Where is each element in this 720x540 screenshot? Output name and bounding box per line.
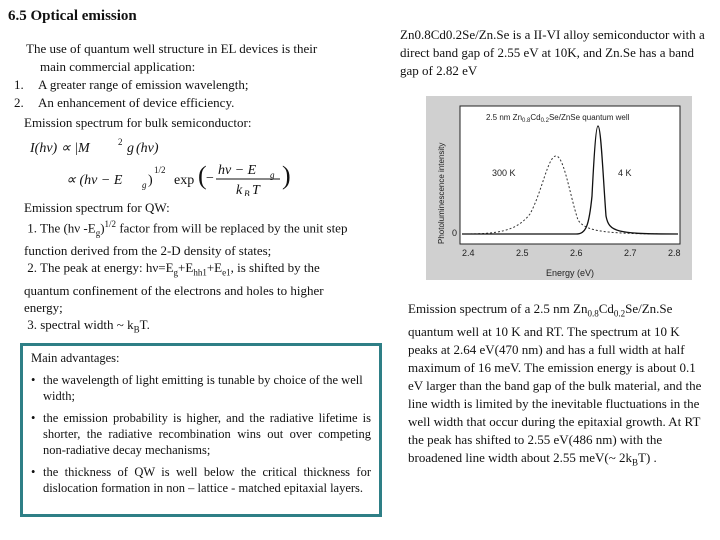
x-axis-label: Energy (eV) [546, 268, 595, 278]
equation-denominator-t: T [252, 183, 260, 196]
advantages-box [20, 343, 382, 517]
qw-point-2-sub1: g [173, 267, 179, 278]
advantage-item [31, 410, 371, 458]
qw-point-1-sub: g [95, 227, 101, 238]
advantage-item [31, 464, 371, 496]
qw-point-3-a: 3. spectral width ~ k [27, 316, 134, 332]
qw-point-1-b: ) [100, 220, 105, 236]
qw-point-1 [24, 216, 354, 259]
y-axis-label: Photoluminescence intensity [437, 142, 446, 244]
x-tick-label: 2.7 [624, 248, 637, 258]
equation-g: g [127, 141, 134, 156]
caption-sub1: 0.8 [587, 308, 599, 319]
equation-sub-g: g [142, 180, 147, 190]
equation-bracket-left: ( [198, 161, 207, 190]
figure-legend: 2.5 nm $Zn_{0.8}Cd_{0.2}Se$/ZnSe quantum well [486, 113, 630, 124]
intro-item-number: 2. [14, 95, 24, 110]
intro-item-1 [14, 76, 336, 94]
equation-denominator-sub: B [244, 189, 250, 196]
label-300k: 300 K [492, 168, 516, 178]
x-tick-label: 2.8 [668, 248, 681, 258]
equation-half: 1/2 [154, 165, 166, 175]
intro-item-number: 1. [14, 77, 24, 92]
equation-denominator-k: k [236, 183, 243, 196]
qw-point-2-sub2: hh1 [193, 267, 207, 278]
y-zero-label: 0 [452, 228, 458, 238]
equation-line-2-lhs: ∝ (hν − E [66, 173, 123, 188]
section-title: 6.5 Optical emission [8, 8, 137, 24]
caption-sub2: 0.2 [613, 308, 626, 319]
equation-bracket-right: ) [282, 161, 291, 190]
bullet-icon: • [31, 373, 36, 387]
advantage-text: the thickness of QW is well below the critical thickness for dislocation formation in non – lattice - matched epitaxial layers. [43, 465, 371, 495]
emission-equation [28, 134, 298, 196]
qw-point-1-sup: 1/2 [104, 219, 117, 229]
advantage-item [31, 372, 371, 404]
intro-item-text: An enhancement of device efficiency. [38, 95, 235, 110]
photoluminescence-figure [426, 96, 692, 280]
intro-text [14, 40, 336, 112]
alloy-description: Zn0.8Cd0.2Se/Zn.Se is a II-VI alloy semiconductor with a direct band gap of 2.55 eV at 10K, and Zn.Se has a band gap of 2.82 eV [400, 27, 705, 78]
label-4k: 4 K [618, 168, 632, 178]
intro-item-2 [14, 94, 336, 112]
qw-point-1-a: 1. The (hν -E [27, 220, 96, 236]
caption-b: Cd [598, 301, 614, 316]
qw-point-2-sub3: e1 [222, 267, 231, 278]
equation-exp: exp [174, 173, 195, 188]
qw-spectrum-text [24, 199, 354, 338]
caption-a: Emission spectrum of a 2.5 nm Zn [408, 301, 588, 316]
qw-point-3 [24, 316, 354, 339]
qw-point-2-d: , is shifted by the quantum confinement of the electrons and holes to higher energy; [24, 259, 324, 315]
equation-numerator: hν − E [218, 163, 257, 178]
qw-point-2-a: 2. The peak at energy: hν=E [27, 259, 174, 275]
bulk-spectrum-label: Emission spectrum for bulk semiconductor: [24, 115, 252, 130]
advantages-heading: Main advantages: [31, 351, 120, 365]
qw-point-3-sub: B [133, 324, 140, 335]
x-tick-label: 2.4 [462, 248, 475, 258]
equation-line-1-lhs: I(hν) ∝ |M [30, 141, 90, 156]
caption-c: Se/Zn.Se quantum well at 10 K and RT. The spectrum at 10 K peaks at 2.64 eV(470 nm) and has a full width at half maximum of 16 meV. The emission energy is about 0.1 eV larger than the band gap of the bulk material, and the line width is limited by the inevitable fluctuations in the well width that occur during the epitaxial growth. At RT the peak has shifted to 2.55 eV(486 nm) with the broadened line width about 2.55 meV(~ 2k [408, 301, 702, 465]
qw-point-2-c: +E [206, 259, 223, 275]
equation-num-sub: g [270, 170, 275, 180]
advantage-text: the wavelength of light emitting is tunable by choice of the well width; [43, 373, 363, 403]
equation-minus: − [206, 171, 214, 186]
intro-item-text: A greater range of emission wavelength; [38, 77, 249, 92]
qw-point-1-c: factor from will be replaced by the unit step function derived from the 2-D density of states; [24, 220, 348, 258]
qw-label: Emission spectrum for QW: [24, 200, 170, 215]
bullet-icon: • [31, 411, 36, 425]
intro-paragraph: The use of quantum well structure in EL devices is their main commercial application: [26, 41, 318, 74]
x-tick-label: 2.6 [570, 248, 583, 258]
bullet-icon: • [31, 465, 36, 479]
advantage-text: the emission probability is higher, and the radiative lifetime is shorter, the radiative recombination wins out over competing non-radiative decay mechanisms; [43, 411, 371, 457]
caption-d: T) . [638, 449, 657, 465]
qw-point-3-b: T. [139, 316, 150, 332]
x-tick-label: 2.5 [516, 248, 529, 258]
spectrum-caption [408, 300, 708, 471]
equation-exponent: 2 [118, 137, 123, 147]
equation-line-1-rhs: (hν) [136, 141, 159, 156]
caption-sub3: B [632, 457, 639, 468]
qw-point-2 [24, 259, 354, 316]
equation-paren: ) [148, 173, 153, 188]
qw-point-2-b: +E [178, 259, 194, 275]
